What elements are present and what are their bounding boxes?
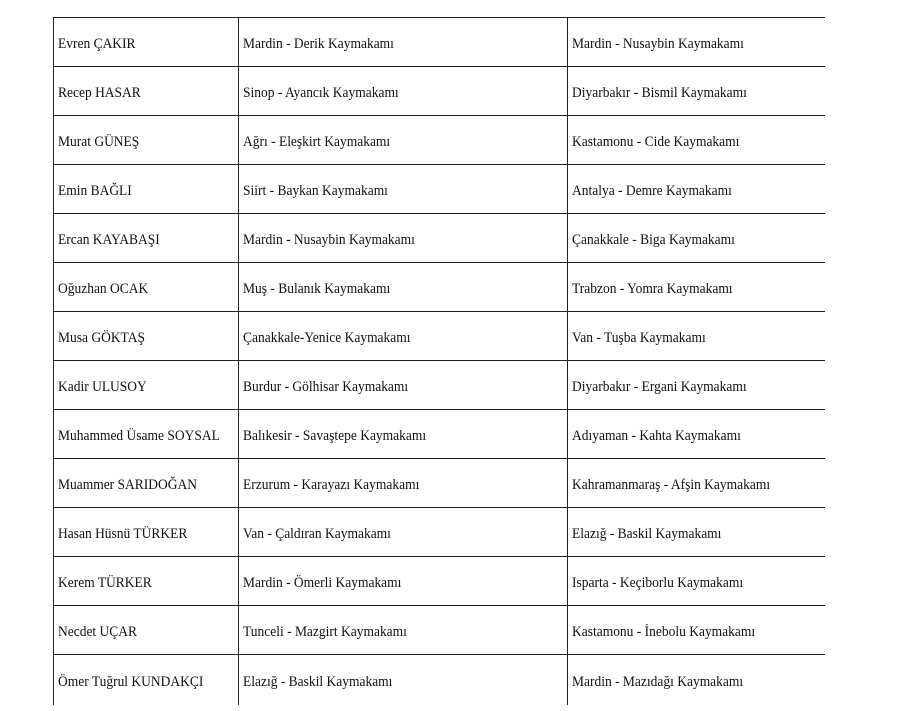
current-post-text: Burdur - Gölhisar Kaymakamı [243,378,409,395]
person-name-text: Ömer Tuğrul KUNDAKÇI [58,673,204,690]
person-name-cell [54,263,239,312]
table-row [54,116,825,165]
person-name-text: Musa GÖKTAŞ [58,329,145,346]
person-name-cell [54,312,239,361]
current-post-cell [239,655,568,706]
current-post-cell [239,410,568,459]
current-post-cell [239,312,568,361]
new-post-cell [568,18,825,67]
person-name-text: Ercan KAYABAŞI [58,231,160,248]
person-name-text: Kadir ULUSOY [58,378,147,395]
person-name-text: Kerem TÜRKER [58,574,152,591]
current-post-text: Ağrı - Eleşkirt Kaymakamı [243,133,391,150]
table-row [54,361,825,410]
person-name-text: Necdet UÇAR [58,623,138,640]
table-row [54,263,825,312]
new-post-text: Isparta - Keçiborlu Kaymakamı [572,574,744,591]
table-body [54,18,825,706]
new-post-cell [568,606,825,655]
current-post-text: Çanakkale-Yenice Kaymakamı [243,329,411,346]
current-post-text: Erzurum - Karayazı Kaymakamı [243,476,420,493]
person-name-cell [54,165,239,214]
new-post-cell [568,508,825,557]
new-post-cell [568,410,825,459]
new-post-text: Adıyaman - Kahta Kaymakamı [572,427,741,444]
new-post-text: Van - Tuşba Kaymakamı [572,329,706,346]
current-post-text: Mardin - Derik Kaymakamı [243,35,394,52]
new-post-cell [568,655,825,706]
current-post-text: Mardin - Ömerli Kaymakamı [243,574,402,591]
current-post-cell [239,214,568,263]
current-post-cell [239,263,568,312]
person-name-text: Recep HASAR [58,84,141,101]
appointment-table [53,17,825,705]
new-post-cell [568,263,825,312]
person-name-cell [54,508,239,557]
table-row [54,18,825,67]
table-row [54,312,825,361]
new-post-text: Antalya - Demre Kaymakamı [572,182,732,199]
table-row [54,67,825,116]
new-post-text: Mardin - Mazıdağı Kaymakamı [572,673,744,690]
new-post-text: Trabzon - Yomra Kaymakamı [572,280,733,297]
new-post-cell [568,361,825,410]
person-name-text: Hasan Hüsnü TÜRKER [58,525,188,542]
table-row [54,165,825,214]
current-post-text: Elazığ - Baskil Kaymakamı [243,673,393,690]
person-name-cell [54,410,239,459]
person-name-text: Emin BAĞLI [58,182,132,199]
person-name-text: Murat GÜNEŞ [58,133,140,150]
new-post-cell [568,67,825,116]
current-post-text: Siirt - Baykan Kaymakamı [243,182,388,199]
table-row [54,655,825,706]
current-post-cell [239,508,568,557]
table-row [54,214,825,263]
table-row [54,410,825,459]
current-post-cell [239,606,568,655]
table-row [54,557,825,606]
current-post-cell [239,18,568,67]
person-name-cell [54,18,239,67]
new-post-cell [568,557,825,606]
person-name-text: Muammer SARIDOĞAN [58,476,197,493]
person-name-text: Evren ÇAKIR [58,35,136,52]
person-name-cell [54,557,239,606]
current-post-cell [239,361,568,410]
new-post-text: Kastamonu - Cide Kaymakamı [572,133,740,150]
current-post-cell [239,459,568,508]
person-name-cell [54,361,239,410]
current-post-cell [239,165,568,214]
current-post-cell [239,67,568,116]
new-post-text: Elazığ - Baskil Kaymakamı [572,525,722,542]
person-name-cell [54,606,239,655]
person-name-text: Oğuzhan OCAK [58,280,149,297]
new-post-cell [568,459,825,508]
new-post-cell [568,116,825,165]
new-post-text: Çanakkale - Biga Kaymakamı [572,231,735,248]
current-post-cell [239,557,568,606]
person-name-cell [54,459,239,508]
document-page [53,17,824,705]
person-name-cell [54,116,239,165]
current-post-text: Sinop - Ayancık Kaymakamı [243,84,399,101]
current-post-text: Balıkesir - Savaştepe Kaymakamı [243,427,427,444]
new-post-cell [568,165,825,214]
new-post-cell [568,214,825,263]
person-name-cell [54,214,239,263]
current-post-text: Van - Çaldıran Kaymakamı [243,525,391,542]
new-post-text: Diyarbakır - Bismil Kaymakamı [572,84,747,101]
new-post-text: Kastamonu - İnebolu Kaymakamı [572,623,756,640]
current-post-text: Mardin - Nusaybin Kaymakamı [243,231,415,248]
current-post-cell [239,116,568,165]
table-row [54,459,825,508]
current-post-text: Muş - Bulanık Kaymakamı [243,280,391,297]
table-row [54,508,825,557]
new-post-text: Diyarbakır - Ergani Kaymakamı [572,378,747,395]
person-name-cell [54,655,239,706]
table-row [54,606,825,655]
new-post-text: Mardin - Nusaybin Kaymakamı [572,35,744,52]
person-name-text: Muhammed Üsame SOYSAL [58,427,220,444]
person-name-cell [54,67,239,116]
new-post-cell [568,312,825,361]
current-post-text: Tunceli - Mazgirt Kaymakamı [243,623,407,640]
new-post-text: Kahramanmaraş - Afşin Kaymakamı [572,476,771,493]
